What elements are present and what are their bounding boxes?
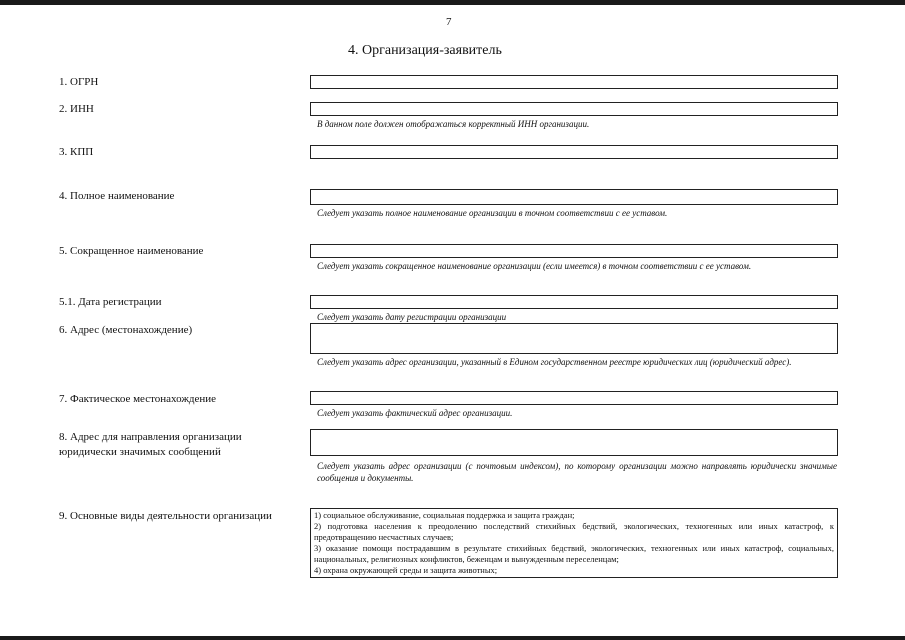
- top-border: [0, 0, 905, 5]
- activity-item: 1) социальное обслуживание, социальная поддержка и защита граждан;: [314, 510, 575, 520]
- field-label-inn: 2. ИНН: [59, 103, 94, 115]
- registration-date-hint: Следует указать дату регистрации организации: [317, 312, 507, 322]
- field-label-activities: 9. Основные виды деятельности организации: [59, 510, 272, 522]
- notice-address-hint: Следует указать адрес организации (с почтовым индексом), по которому организации можно направлять юридически значимые сообщения и документы.: [317, 461, 837, 483]
- short-name-hint: Следует указать сокращенное наименование организации (если имеется) в точном соответствии с ее уставом.: [317, 261, 752, 271]
- notice-address-input[interactable]: [310, 429, 838, 456]
- kpp-input[interactable]: [310, 145, 838, 159]
- activities-list[interactable]: [310, 508, 838, 578]
- short-name-input[interactable]: [310, 244, 838, 258]
- actual-address-input[interactable]: [310, 391, 838, 405]
- field-label-legal-address: 6. Адрес (местонахождение): [59, 324, 193, 336]
- legal-address-input[interactable]: [310, 323, 838, 354]
- inn-hint: В данном поле должен отображаться корректный ИНН организации.: [317, 119, 590, 129]
- field-label-full-name: 4. Полное наименование: [59, 190, 175, 202]
- registration-date-input[interactable]: [310, 295, 838, 309]
- ogrn-input[interactable]: [310, 75, 838, 89]
- actual-address-hint: Следует указать фактический адрес организации.: [317, 408, 513, 418]
- field-label-ogrn: 1. ОГРН: [59, 76, 99, 88]
- field-label-registration-date: 5.1. Дата регистрации: [59, 296, 162, 308]
- activity-item: 2) подготовка населения к преодолению последствий стихийных бедствий, экологических, техногенных или иных катастроф, к предотвращению несчастных случаев;: [314, 521, 834, 542]
- activity-item: 3) оказание помощи пострадавшим в результате стихийных бедствий, экологических, техногенных или иных катастроф, социальных, национальных, религиозных конфликтов, беженцам и вынужденным переселенцам;: [314, 543, 834, 564]
- field-label-notice-address: 8. Адрес для направления организации юридически значимых сообщений: [59, 431, 242, 458]
- full-name-hint: Следует указать полное наименование организации в точном соответствии с ее уставом.: [317, 208, 668, 218]
- field-label-short-name: 5. Сокращенное наименование: [59, 245, 204, 257]
- legal-address-hint: Следует указать адрес организации, указанный в Едином государственном реестре юридических лиц (юридический адрес).: [317, 357, 792, 367]
- section-title: 4. Организация-заявитель: [348, 43, 502, 58]
- field-label-actual-address: 7. Фактическое местонахождение: [59, 393, 217, 405]
- page-number: 7: [446, 16, 452, 28]
- field-label-kpp: 3. КПП: [59, 146, 94, 158]
- full-name-input[interactable]: [310, 189, 838, 205]
- inn-input[interactable]: [310, 102, 838, 116]
- bottom-border: [0, 636, 905, 640]
- activity-item: 4) охрана окружающей среды и защита животных;: [314, 565, 498, 575]
